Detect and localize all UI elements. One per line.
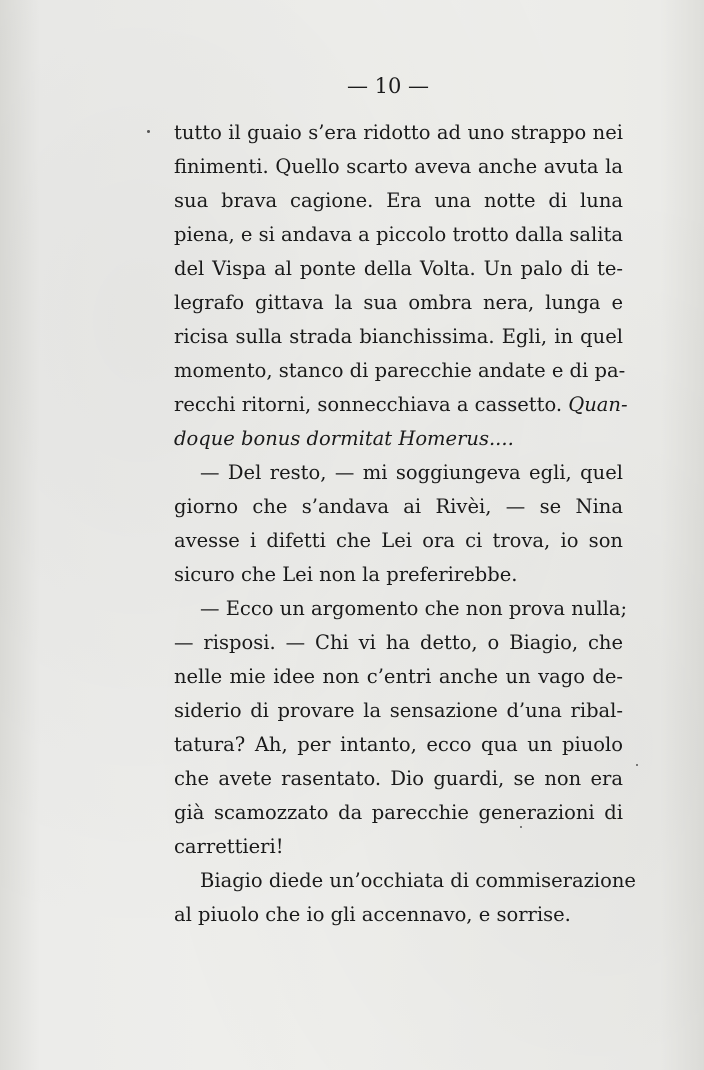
- italic-quote-end: [174, 422, 623, 456]
- paragraph-3: [174, 592, 628, 864]
- text-line: Biagio diede un’occhiata di commiserazione: [200, 869, 636, 892]
- text-line: siderio di provare la sensazione d’una ribal-: [174, 699, 623, 722]
- text-line: sua brava cagione. Era una notte di luna: [174, 189, 623, 212]
- text-line: tutto il guaio s’era ridotto ad uno strappo nei: [174, 121, 623, 144]
- text-line: — Ecco un argomento che non prova nulla;: [200, 597, 628, 620]
- text-line: che avete rasentato. Dio guardi, se non era: [174, 767, 623, 790]
- text-line: nelle mie idee non c’entri anche un vago de-: [174, 665, 623, 688]
- page-number: — 10 —: [346, 74, 430, 98]
- text-line: — risposi. — Chi vi ha detto, o Biagio, che: [174, 631, 623, 654]
- paper-speck: [636, 764, 638, 766]
- text-line: avesse i difetti che Lei ora ci trova, io son: [174, 529, 623, 552]
- text-segment: recchi ritorni, sonnecchiava a cassetto.: [174, 393, 563, 416]
- text-line: carrettieri!: [174, 835, 284, 858]
- text-line: giorno che s’andava ai Rivèi, — se Nina: [174, 495, 623, 518]
- paragraph-4: [174, 864, 636, 932]
- body-text: [174, 116, 636, 932]
- text-line: del Vispa al ponte della Volta. Un palo di te-: [174, 257, 623, 280]
- paper-speck: [520, 826, 522, 828]
- text-line: legrafo gittava la sua ombra nera, lunga e: [174, 291, 623, 314]
- text-line: finimenti. Quello scarto aveva anche avuta la: [174, 155, 623, 178]
- text-line: sicuro che Lei non la preferirebbe.: [174, 563, 518, 586]
- text-line: già scamozzato da parecchie generazioni di: [174, 801, 623, 824]
- text-line: ricisa sulla strada bianchissima. Egli, in quel: [174, 325, 623, 348]
- text-line: tatura? Ah, per intanto, ecco qua un piuolo: [174, 733, 623, 756]
- text-line: al piuolo che io gli accennavo, e sorrise.: [174, 903, 571, 926]
- text-line: piena, e si andava a piccolo trotto dalla salita: [174, 223, 623, 246]
- paper-speck: [147, 130, 150, 133]
- italic-text: doque bonus dormitat Homerus....: [174, 427, 514, 450]
- paragraph-2: [174, 456, 623, 592]
- paragraph-1: [174, 116, 628, 456]
- text-line: — Del resto, — mi soggiungeva egli, quel: [200, 461, 623, 484]
- italic-quote-start: Quan-: [568, 393, 628, 416]
- text-line-with-italic: [174, 388, 628, 422]
- text-line: momento, stanco di parecchie andate e di pa-: [174, 359, 626, 382]
